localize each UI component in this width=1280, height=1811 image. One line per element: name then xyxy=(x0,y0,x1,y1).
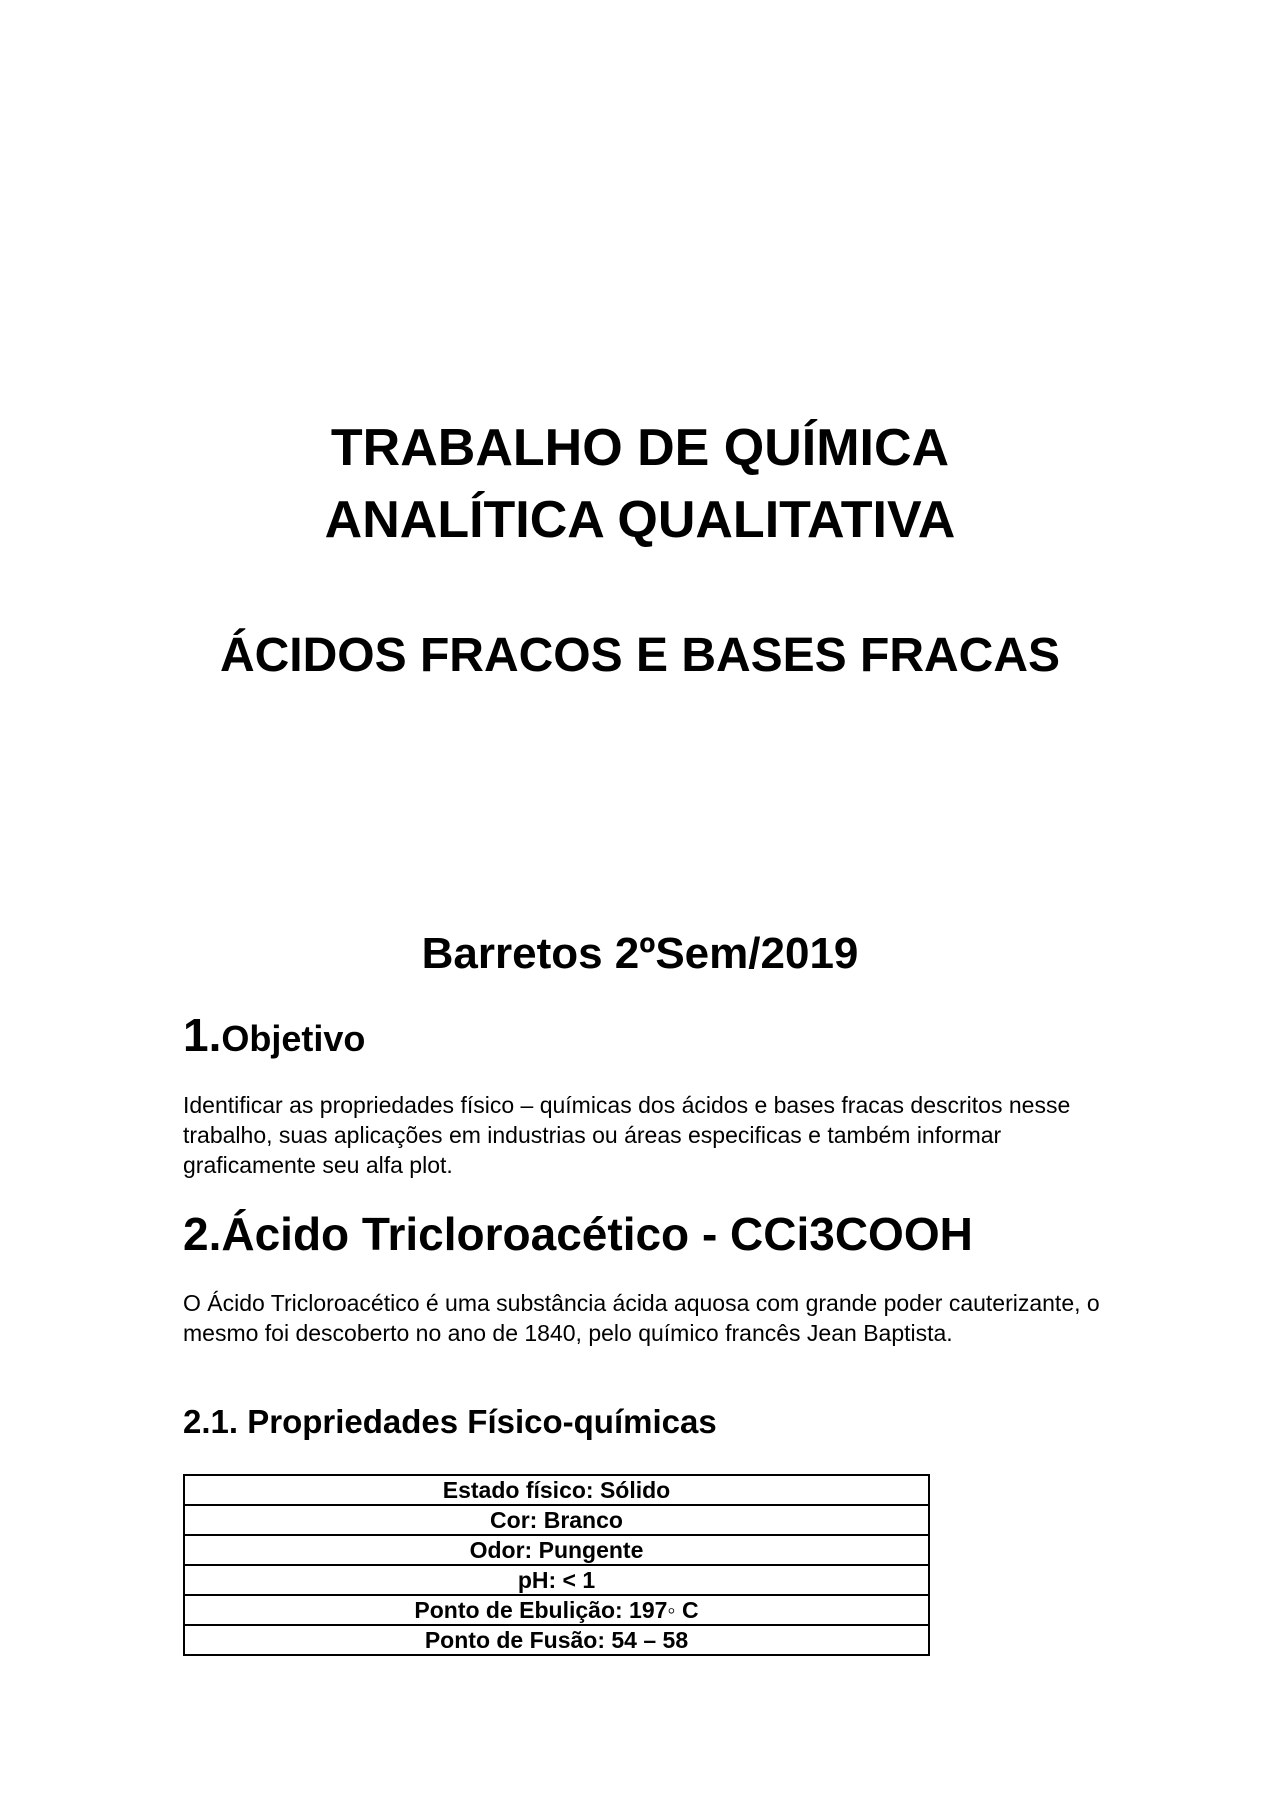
table-row xyxy=(184,1625,929,1655)
section-1-number: 1. xyxy=(183,1009,222,1061)
table-cell: Odor: Pungente xyxy=(184,1535,929,1565)
table-cell: Cor: Branco xyxy=(184,1505,929,1535)
title-line-1: TRABALHO DE QUÍMICA xyxy=(330,419,950,477)
document-subtitle: ÁCIDOS FRACOS E BASES FRACAS xyxy=(219,629,1061,682)
table-row xyxy=(184,1475,929,1505)
section-2-heading: 2.Ácido Tricloroacético - CCi3COOH xyxy=(183,1208,973,1260)
table-cell: Estado físico: Sólido xyxy=(184,1475,929,1505)
section-1-text: Identificar as propriedades físico – químicas dos ácidos e bases fracas descritos nesse trabalho, suas aplicações em industrias ou áreas especificas e também informar graficamente seu alfa plot. xyxy=(183,1092,1071,1178)
table-row xyxy=(184,1595,929,1625)
title-line-2: ANALÍTICA QUALITATIVA xyxy=(324,491,956,549)
section-1-heading xyxy=(183,1010,365,1064)
section-2-1-heading: 2.1. Propriedades Físico-químicas xyxy=(183,1403,717,1440)
properties-table xyxy=(183,1474,930,1656)
table-cell: Ponto de Fusão: 54 – 58 xyxy=(184,1625,929,1655)
section-2-text: O Ácido Tricloroacético é uma substância ácida aquosa com grande poder cauterizante, o mesmo foi descoberto no ano de 1840, pelo químico francês Jean Baptista. xyxy=(183,1290,1100,1346)
table-cell: Ponto de Ebulição: 197◦ C xyxy=(184,1595,929,1625)
document-title xyxy=(0,412,1280,556)
place-date: Barretos 2ºSem/2019 xyxy=(421,929,859,978)
table-cell: pH: < 1 xyxy=(184,1565,929,1595)
section-1-title: Objetivo xyxy=(221,1018,366,1059)
table-row xyxy=(184,1565,929,1595)
table-row xyxy=(184,1505,929,1535)
table-row xyxy=(184,1535,929,1565)
